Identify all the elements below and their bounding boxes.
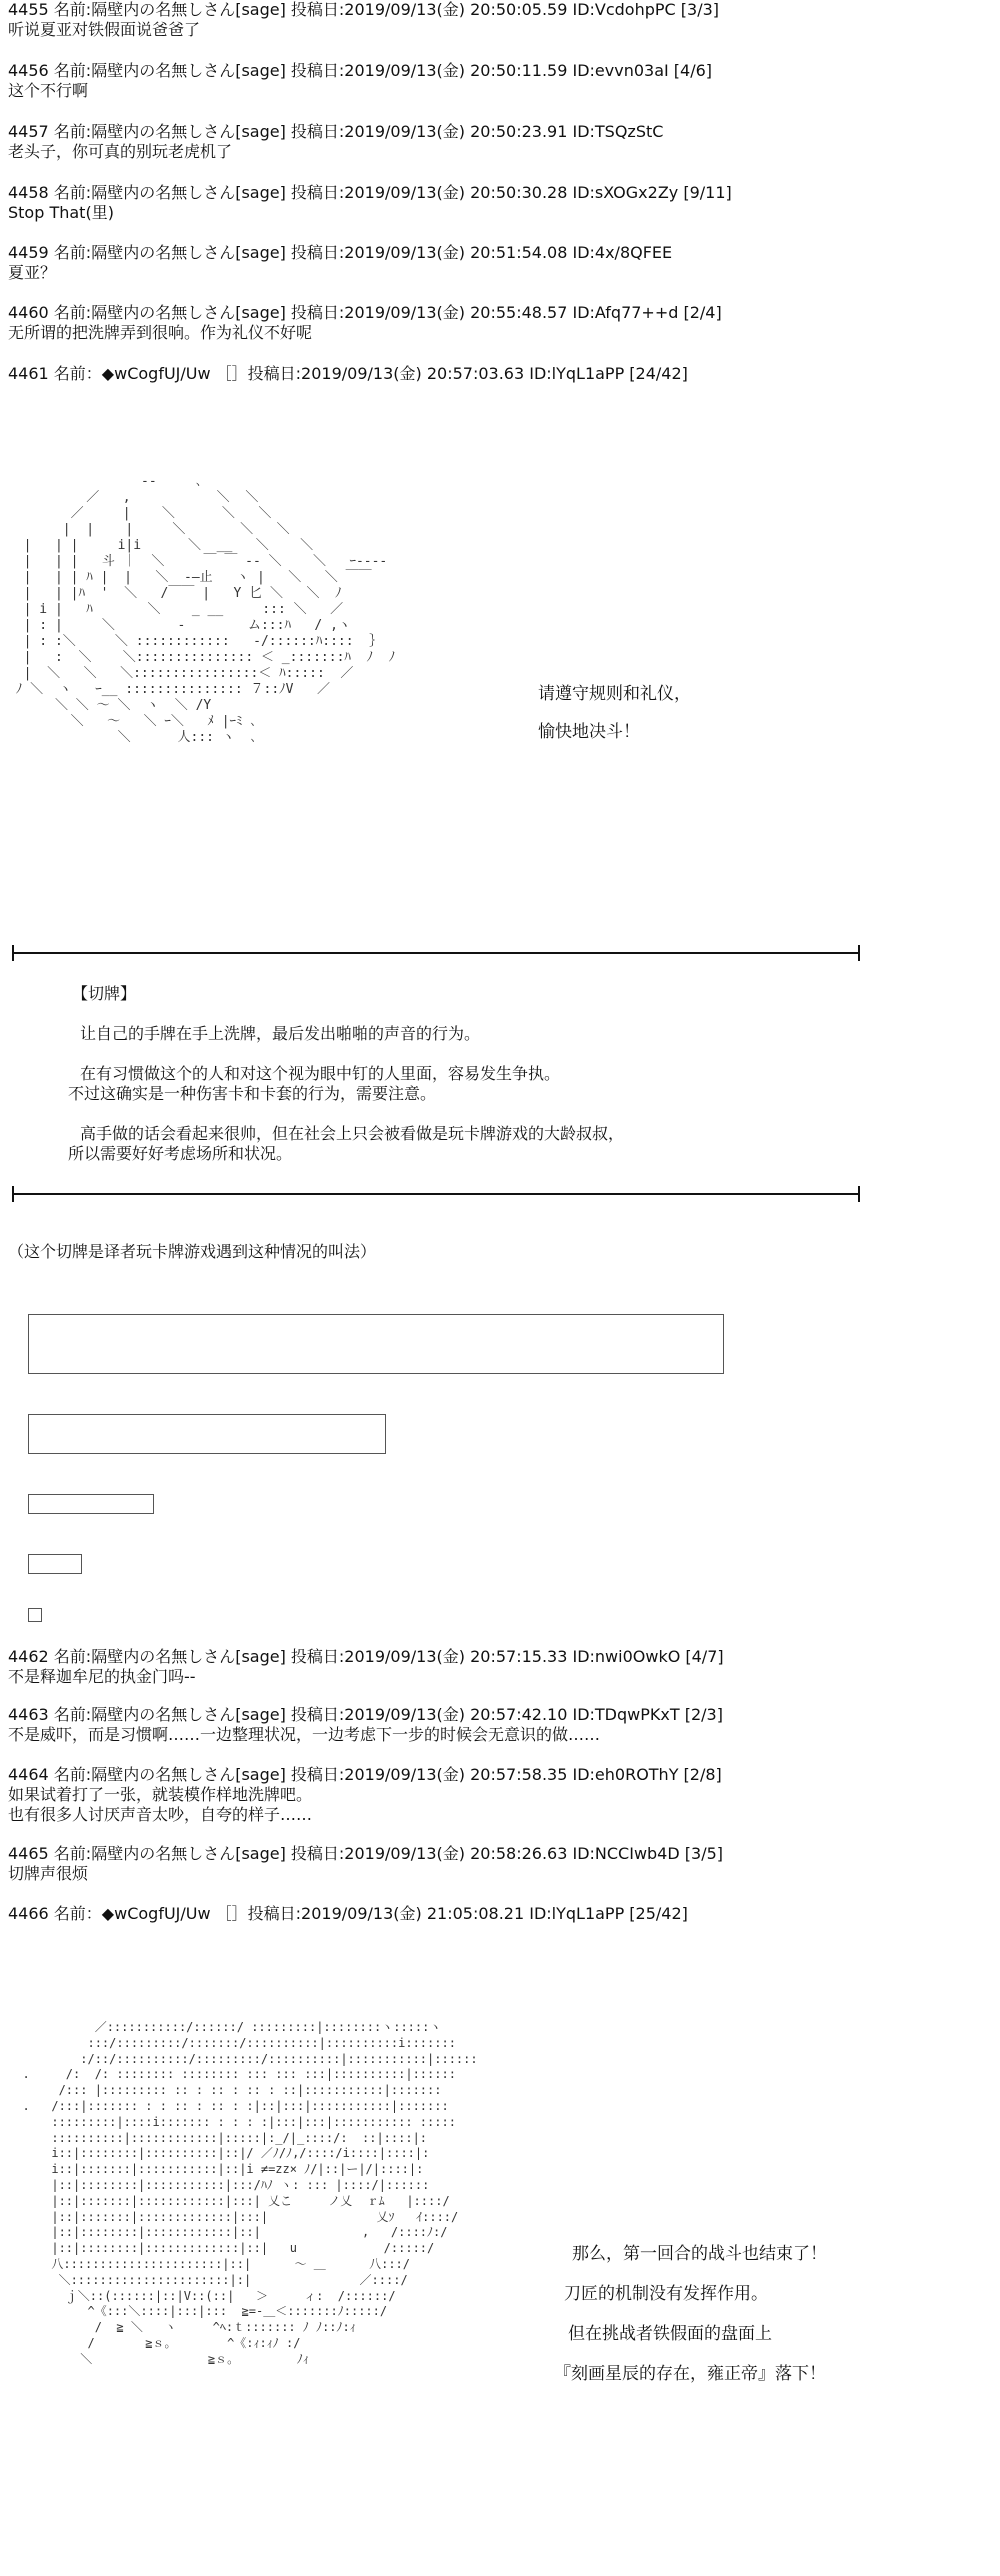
post-4465 [8,1844,988,1884]
post-header: 4464 名前:隔壁内の名無しさん[sage] 投稿日:2019/09/13(金) 20:57:58.35 ID:eh0ROThY [2/8] [8,1765,722,1784]
post-header: 4455 名前:隔壁内の名無しさん[sage] 投稿日:2019/09/13(金) 20:50:05.59 ID:VcdohpPC [3/3] [8,0,720,19]
post-header: 4461 名前：◆wCogfUJ/Uw ［］投稿日:2019/09/13(金) 20:57:03.63 ID:lYqL1aPP [24/42] [8,364,688,383]
speech-line: 但在挑战者铁假面的盘面上 [568,2324,772,2344]
ascii-art-card-player: ‐‐ ､ ／ , ＼ ＼ ／ | ＼ ＼ ＼ | | | ＼ ＼ ＼ | | | i|i ＼ __ ＼ ＼ | | | 斗 ｜ ＼ ￣ ￣ ‐‐ ＼ ＼ ｰ‐‐‐‐ | | | ﾊ | | ＼ ‐―止 ヽ | ＼ ＼ ￣￣ | | |ﾊ ' ＼ /￣￣ | Y 匕 ＼ ＼ ﾉ | i | ﾊ ＼ _ __ ::: ＼ ／ | : | ＼ ‐ ム:::ﾊ / ,ヽ | : :＼ ＼ :::::::::::: ‐/::::::ﾊ:::: ｝ | : ＼ ＼::::::::::::::: ＜ _:::::::ﾊ ﾉ ﾉ | ＼ ＼ ＼::::::::::::::::＜ ﾊ::::: ／ ﾉ ＼ ヽ ｰ__ ::::::::::::::: ７::ﾉV ／ ＼ ＼ ～ ＼ ヽ ＼ /Y ＼ ～ ＼ ｰ＼ ﾒ |ｰﾐ ､ ＼ 人::: ヽ ､ [15,474,396,745]
divider-top [12,952,860,954]
speech-line: 刀匠的机制没有发挥作用。 [564,2284,768,2304]
shrinking-box [28,1494,154,1514]
post-header: 4460 名前:隔壁内の名無しさん[sage] 投稿日:2019/09/13(金) 20:55:48.57 ID:Afq77++d [2/4] [8,303,722,322]
shrinking-box [28,1554,82,1574]
divider-bottom [12,1193,860,1195]
speech-line: 那么，第一回合的战斗也结束了！ [572,2244,827,2264]
post-4459 [8,243,988,283]
post-header: 4458 名前:隔壁内の名無しさん[sage] 投稿日:2019/09/13(金) 20:50:30.28 ID:sXOGx2Zy [9/11] [8,183,732,202]
post-header: 4465 名前:隔壁内の名無しさん[sage] 投稿日:2019/09/13(金) 20:58:26.63 ID:NCCIwb4D [3/5] [8,1844,724,1863]
gloss-paragraph: 所以需要好好考虑场所和状况。 [68,1144,293,1163]
post-body: 无所谓的把洗牌弄到很响。作为礼仪不好呢 [8,323,313,342]
gloss-paragraph: 让自己的手牌在手上洗牌，最后发出啪啪的声音的行为。 [80,1024,481,1043]
post-4466 [8,1904,988,1924]
shrinking-box [28,1414,386,1454]
post-body: 这个不行啊 [8,81,89,100]
post-body: 不是威吓，而是习惯啊……一边整理状况，一边考虑下一步的时候会无意识的做…… [8,1725,601,1744]
post-4456 [8,61,988,101]
post-body: 老头子，你可真的别玩老虎机了 [8,142,233,161]
gloss-title: 【切牌】 [72,984,137,1003]
post-body: 不是释迦牟尼的执金门吗-- [8,1667,196,1686]
post-header: 4459 名前:隔壁内の名無しさん[sage] 投稿日:2019/09/13(金) 20:51:54.08 ID:4x/8QFEE [8,243,673,262]
post-4458 [8,183,988,223]
shrinking-box [28,1314,724,1374]
shrinking-box [28,1608,42,1622]
gloss-paragraph: 高手做的话会看起来很帅，但在社会上只会被看做是玩卡牌游戏的大龄叔叔， [80,1124,625,1143]
ascii-art-iron-mask: ／:::::::::::/::::::/ :::::::::|::::::::ヽ:::::ヽ :::/:::::::::/:::::::/::::::::::|::::::::::i::::::: :/::/::::::::::/:::::::::/::::::::::|:::::::::::|:::::: . /: /: :::::::: :::::::: ::: ::: :::|::::::::::|:::::: /::: |::::::::: :: : :: : :: : ::|:::::::::::|::::::: . /:::|::::::: : : :: : :: : :|::|:::|:::::::::::|::::::: :::::::::|::::i::::::: : : : :|:::|:::|::::::::::: ::::: ::::::::::|::::::::::::|:::::|:_/|_::::/: ::|::::|: i::|::::::::|::::::::::|::|/ ／ﾉ/ﾉ,/::::/i::::|::::|: i::|:::::::|:::::::::::|::|i ≠=zz× ﾉ/|::|ー|/|::::|: |::|::::::::|:::::::::::|:::/ﾊﾉ ヽ: ::: |::::/|:::::: |::|:::::::|::::::::::::|:::| 乂こ ノ乂 ｒﾑ |::::/ |::|:::::::|:::::::::::::|:::| 乂ｿ ｲ::::/ |::|::::::::|::::::::::::|::| , /::::ﾉ:/ |::|::::::::|:::::::::::::|::| u /:::::/ 八::::::::::::::::::::::|::| ～ ＿ 八:::/ ＼::::::::::::::::::::::|:| ／::::/ ｊ＼::(::::::|::|V::(::| ＞ ィ: /::::::/ ^《:::＼::::|:::|::: ≧=‐＿＜:::::::ﾉ:::::/ / ≧ ＼ ヽ ^ﾍ:ｔ::::::: ﾉ ﾉ::ﾉ:ｨ / ≧ｓ。 ^《:ｨ:ｨﾉ :/ ＼ ≧ｓ。 ﾉｨ [22,2020,478,2366]
post-body: 如果试着打了一张，就装模作样地洗牌吧。 [8,1785,313,1804]
post-body: Stop That(里) [8,203,114,222]
post-header: 4462 名前:隔壁内の名無しさん[sage] 投稿日:2019/09/13(金) 20:57:15.33 ID:nwi0OwkO [4/7] [8,1647,724,1666]
speech-line: 请遵守规则和礼仪， [538,684,691,704]
post-body: 也有很多人讨厌声音太吵，自夸的样子…… [8,1805,313,1824]
post-4457 [8,122,988,162]
post-header: 4456 名前:隔壁内の名無しさん[sage] 投稿日:2019/09/13(金) 20:50:11.59 ID:evvn03aI [4/6] [8,61,713,80]
gloss-paragraph: 不过这确实是一种伤害卡和卡套的行为，需要注意。 [68,1084,437,1103]
translator-note: （这个切牌是译者玩卡牌游戏遇到这种情况的叫法） [8,1242,377,1261]
post-header: 4457 名前:隔壁内の名無しさん[sage] 投稿日:2019/09/13(金) 20:50:23.91 ID:TSQzStC [8,122,664,141]
post-4455 [8,0,988,40]
gloss-paragraph: 在有习惯做这个的人和对这个视为眼中钉的人里面，容易发生争执。 [80,1064,561,1083]
post-header: 4463 名前:隔壁内の名無しさん[sage] 投稿日:2019/09/13(金) 20:57:42.10 ID:TDqwPKxT [2/3] [8,1705,723,1724]
post-4464 [8,1765,988,1825]
speech-line: 『刻画星辰的存在，雍正帝』落下！ [554,2364,826,2384]
post-body: 听说夏亚对铁假面说爸爸了 [8,20,201,39]
post-body: 切牌声很烦 [8,1864,89,1883]
post-4463 [8,1705,988,1745]
post-body: 夏亚？ [8,263,57,282]
post-header: 4466 名前：◆wCogfUJ/Uw ［］投稿日:2019/09/13(金) 21:05:08.21 ID:lYqL1aPP [25/42] [8,1904,688,1923]
post-4461 [8,364,988,384]
speech-line: 愉快地决斗！ [538,722,640,742]
post-4460 [8,303,988,343]
post-4462 [8,1647,988,1687]
